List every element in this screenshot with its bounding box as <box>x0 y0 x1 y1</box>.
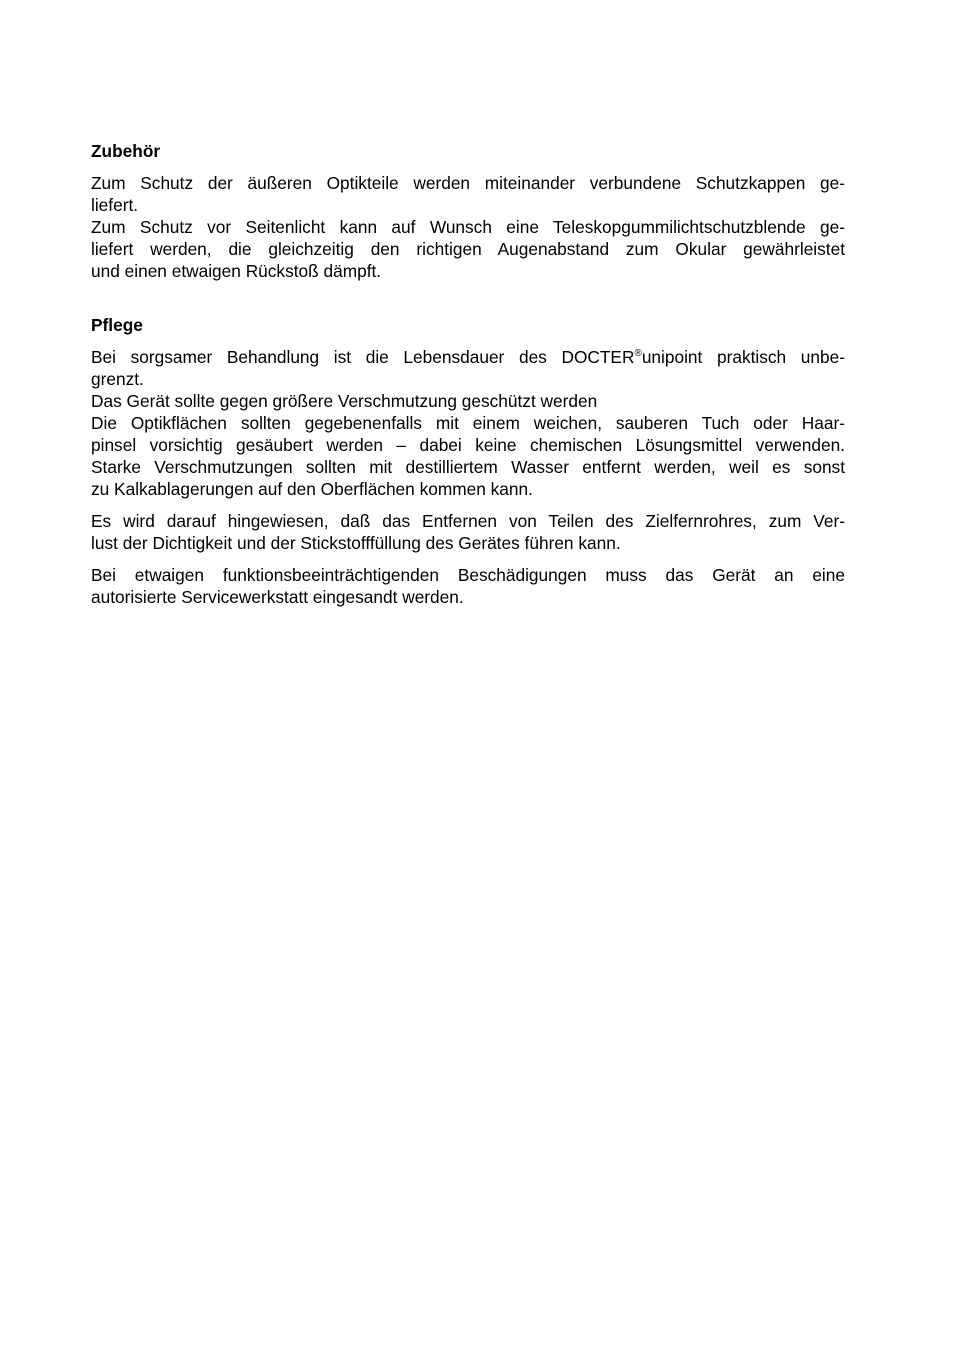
text-line: Es wird darauf hingewiesen, daß das Entfernen von Teilen des Zielfernrohres, zum Ver- <box>91 511 845 531</box>
paragraph-pflege-2 <box>91 510 845 554</box>
section-heading-zubehoer: Zubehör <box>91 141 161 161</box>
document-page <box>91 140 845 608</box>
text-line: Starke Verschmutzungen sollten mit destilliertem Wasser entfernt werden, weil es sonst <box>91 457 845 477</box>
text-line: grenzt. <box>91 369 144 389</box>
text-line-with-trademark <box>91 346 845 368</box>
paragraph-pflege-3 <box>91 564 845 608</box>
text-line: Das Gerät sollte gegen größere Verschmutzung geschützt werden <box>91 391 598 411</box>
text-line: Bei etwaigen funktionsbeeinträchtigenden Beschädigungen muss das Gerät an eine <box>91 565 845 585</box>
text-line: Zum Schutz der äußeren Optikteile werden miteinander verbundene Schutzkappen ge- <box>91 173 845 193</box>
text-line: und einen etwaigen Rückstoß dämpft. <box>91 261 382 281</box>
text-segment: unipoint praktisch unbe- <box>641 347 845 367</box>
text-line: Die Optikflächen sollten gegebenenfalls mit einem weichen, sauberen Tuch oder Haar- <box>91 413 845 433</box>
paragraph-pflege-1 <box>91 346 845 500</box>
paragraph-zubehoer <box>91 172 845 282</box>
text-line: pinsel vorsichtig gesäubert werden – dabei keine chemischen Lösungsmittel verwenden. <box>91 435 845 455</box>
text-line: lust der Dichtigkeit und der Stickstofffüllung des Gerätes führen kann. <box>91 533 621 553</box>
text-line: Zum Schutz vor Seitenlicht kann auf Wunsch eine Teleskopgummilichtschutzblende ge- <box>91 217 845 237</box>
text-segment: Bei sorgsamer Behandlung ist die Lebensdauer des DOCTER <box>91 347 635 367</box>
text-line: liefert. <box>91 195 139 215</box>
registered-mark: ® <box>634 348 642 359</box>
text-line: liefert werden, die gleichzeitig den richtigen Augenabstand zum Okular gewährleistet <box>91 239 845 259</box>
text-line: zu Kalkablagerungen auf den Oberflächen kommen kann. <box>91 479 533 499</box>
section-heading-pflege: Pflege <box>91 315 143 335</box>
text-line: autorisierte Servicewerkstatt eingesandt werden. <box>91 587 464 607</box>
